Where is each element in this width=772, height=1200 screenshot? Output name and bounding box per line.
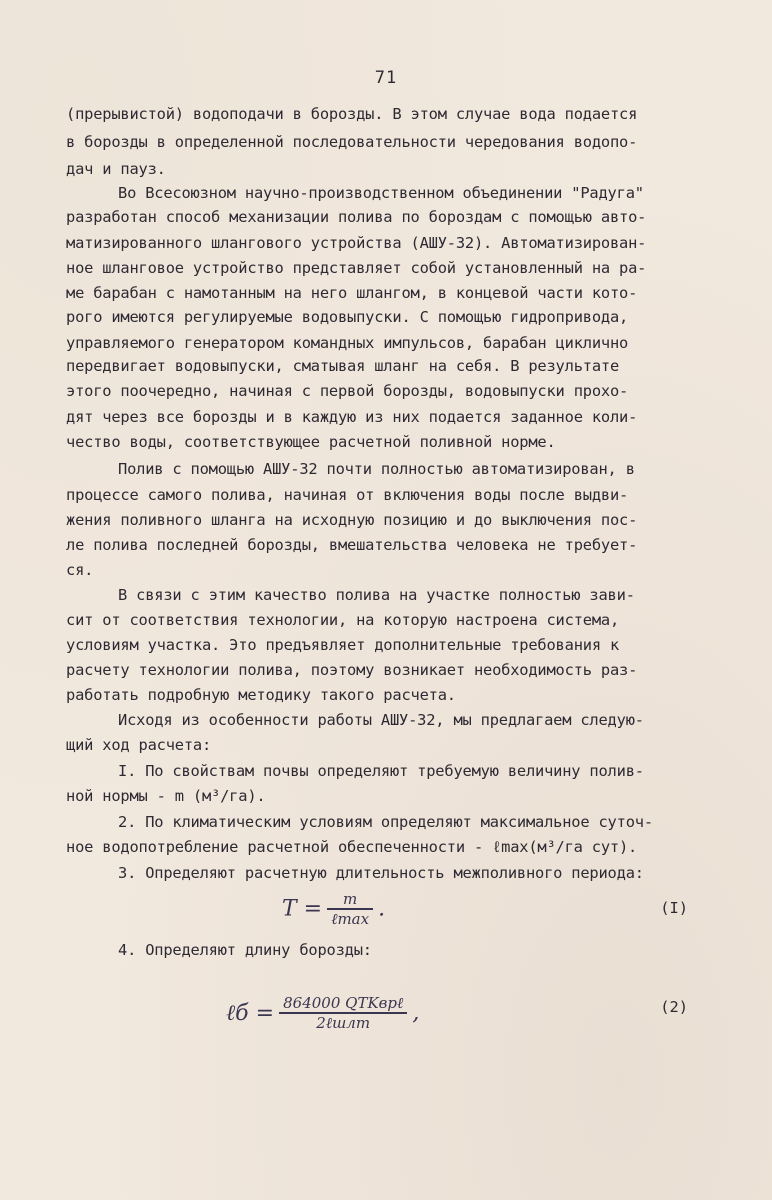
formula-lhs: ℓб = (226, 1000, 275, 1026)
text-line: условиям участка. Это предъявляет дополнительные требования к (66, 636, 620, 654)
text-line: ле полива последней борозды, вмешательства человека не требует- (66, 536, 638, 554)
text-line: ной нормы - m (м³/га). (66, 787, 266, 805)
text-line: ное водопотребление расчетной обеспеченности - ℓmax(м³/га сут). (66, 838, 638, 856)
text-line: рого имеются регулируемые водовыпуски. С помощью гидропривода, (66, 308, 629, 326)
text-line: I. По свойствам почвы определяют требуемую величину полив- (118, 762, 644, 780)
text-line: процессе самого полива, начиная от включения воды после выдви- (66, 486, 629, 504)
text-line: дят через все борозды и в каждую из них подается заданное коли- (66, 408, 638, 426)
text-line: Полив с помощью АШУ-32 почти полностью автоматизирован, в (118, 460, 635, 478)
text-line: работать подробную методику такого расчета. (66, 686, 456, 704)
text-line: 3. Определяют расчетную длительность межполивного периода: (118, 864, 644, 882)
page-number: 71 (374, 68, 398, 88)
formula-numerator: m (343, 890, 358, 908)
text-line: щий ход расчета: (66, 736, 212, 754)
text-line: ме барабан с намотанным на него шлангом, в концевой части кото- (66, 284, 638, 302)
text-line: Во Всесоюзном научно-производственном объединении "Радуга" (118, 184, 644, 202)
text-line: этого поочередно, начиная с первой борозды, водовыпуски прохо- (66, 382, 629, 400)
text-line: ся. (66, 561, 94, 579)
text-line: жения поливного шланга на исходную позицию и до выключения пос- (66, 511, 638, 529)
formula-fraction (327, 890, 373, 928)
equation-number: (2) (660, 998, 688, 1016)
text-line: 4. Определяют длину борозды: (118, 941, 372, 959)
equation-number: (I) (660, 899, 688, 917)
text-line: в борозды в определенной последовательности чередования водопо- (66, 133, 638, 151)
formula-numerator: 864000 QTKвpℓ (283, 994, 404, 1012)
text-line: управляемого генератором командных импульсов, барабан циклично (66, 334, 629, 352)
text-line: ное шланговое устройство представляет собой установленный на ра- (66, 259, 647, 277)
text-line: сит от соответствия технологии, на которую настроена система, (66, 611, 620, 629)
text-line: 2. По климатическим условиям определяют максимальное суточ- (118, 813, 653, 831)
text-line: чество воды, соответствующее расчетной поливной норме. (66, 433, 556, 451)
formula-denominator: ℓmax (331, 909, 370, 928)
formula-1 (282, 890, 385, 928)
formula-trail: . (378, 896, 386, 922)
text-line: расчету технологии полива, поэтому возникает необходимость раз- (66, 661, 638, 679)
formula-lhs: T = (282, 896, 323, 922)
text-line: В связи с этим качество полива на участке полностью зави- (118, 586, 635, 604)
text-line: (прерывистой) водоподачи в борозды. В этом случае вода подается (66, 105, 638, 123)
text-line: разработан способ механизации полива по бороздам с помощью авто- (66, 208, 647, 226)
text-line: дач и пауз. (66, 160, 166, 178)
formula-2 (226, 994, 419, 1032)
text-line: матизированного шлангового устройства (АШУ-32). Автоматизирован- (66, 234, 647, 252)
formula-denominator: 2ℓшлт (316, 1013, 371, 1032)
text-line: Исходя из особенности работы АШУ-32, мы предлагаем следую- (118, 711, 644, 729)
formula-fraction (279, 994, 407, 1032)
formula-trail: , (412, 1000, 420, 1026)
text-line: передвигает водовыпуски, сматывая шланг на себя. В результате (66, 357, 620, 375)
